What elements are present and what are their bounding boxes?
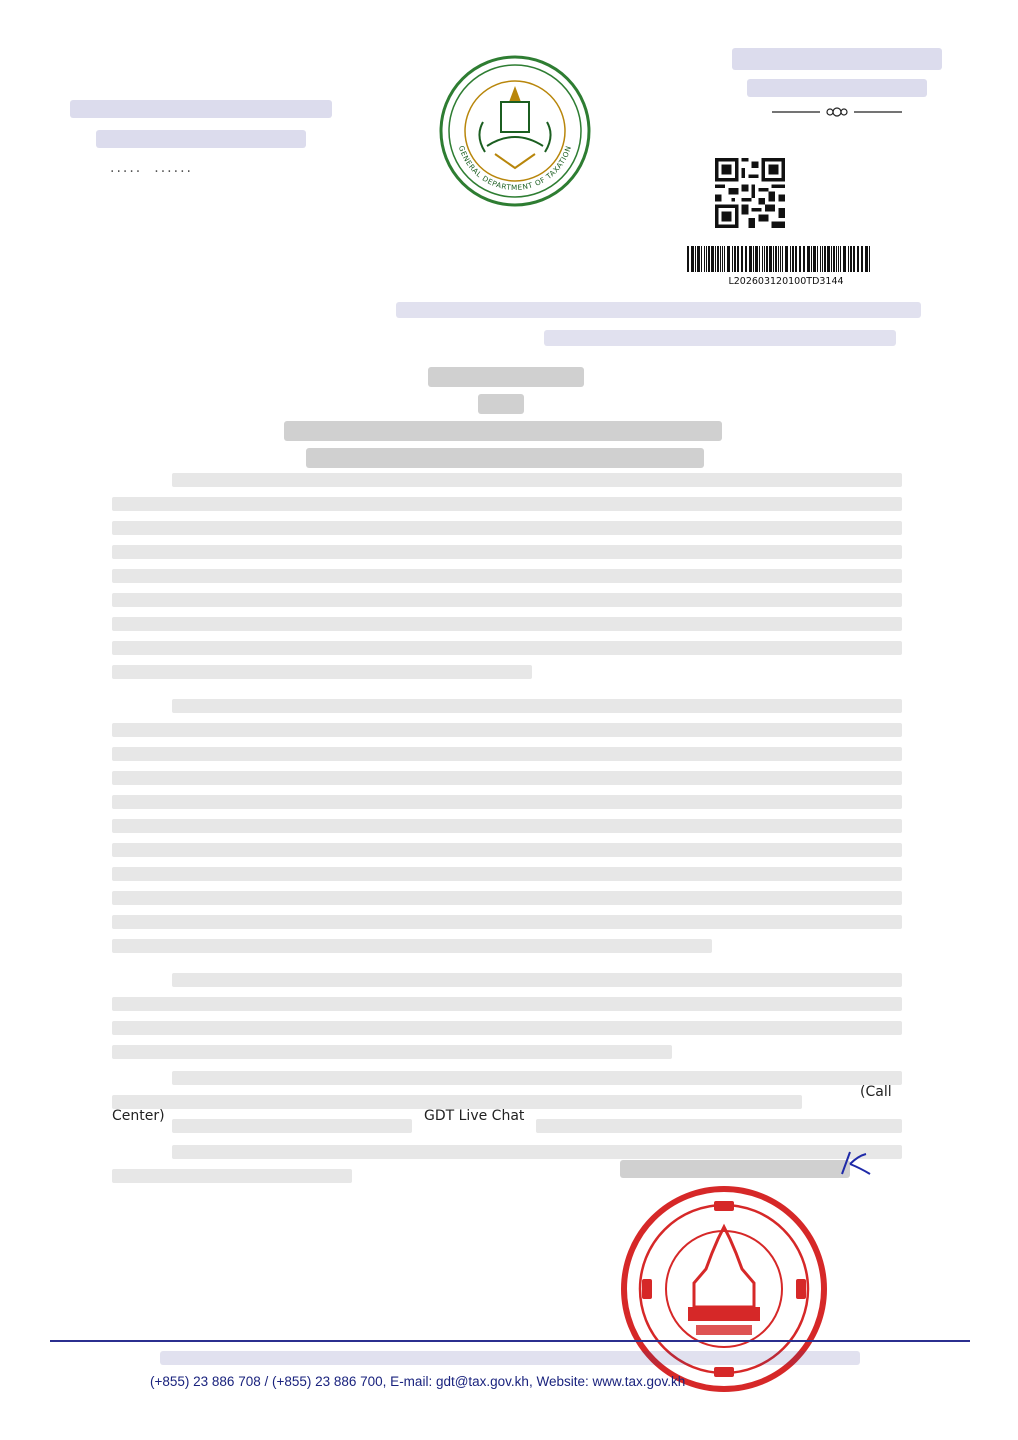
barcode-id: L202603120100TD3144 — [728, 276, 844, 287]
handwritten-initial-icon — [836, 1148, 876, 1178]
lunar-date — [396, 302, 921, 318]
qr-code-icon — [715, 158, 785, 228]
gregorian-date — [544, 330, 896, 346]
reference-dots-2: ...... — [154, 160, 193, 176]
kingdom-heading — [722, 48, 952, 133]
title-line-2 — [478, 394, 524, 414]
gdt-live-chat-fragment: GDT Live Chat — [424, 1108, 525, 1124]
ministry-block — [70, 100, 340, 176]
call-center-fragment-2: Center) — [112, 1108, 165, 1124]
barcode-icon — [685, 246, 885, 272]
title-line-1 — [428, 367, 584, 387]
reference-dots: ..... — [110, 160, 143, 176]
kingdom-motto — [747, 79, 927, 97]
reference-number-row — [104, 160, 340, 176]
footer-address — [160, 1351, 860, 1365]
footer-divider — [50, 1340, 970, 1342]
call-center-fragment-1: (Call — [860, 1084, 892, 1100]
emblem-label: GENERAL DEPARTMENT OF TAXATION — [456, 144, 574, 193]
title-line-3 — [284, 421, 722, 441]
department-name — [96, 130, 306, 148]
ministry-name — [70, 100, 332, 118]
gdt-emblem-icon — [435, 36, 595, 226]
kingdom-title — [732, 48, 942, 70]
signer-title — [620, 1160, 850, 1178]
footer-contact: (+855) 23 886 708 / (+855) 23 886 700, E-mail: gdt@tax.gov.kh, Website: www.tax.gov.kh — [150, 1374, 686, 1389]
ornament-divider-icon — [772, 106, 902, 118]
